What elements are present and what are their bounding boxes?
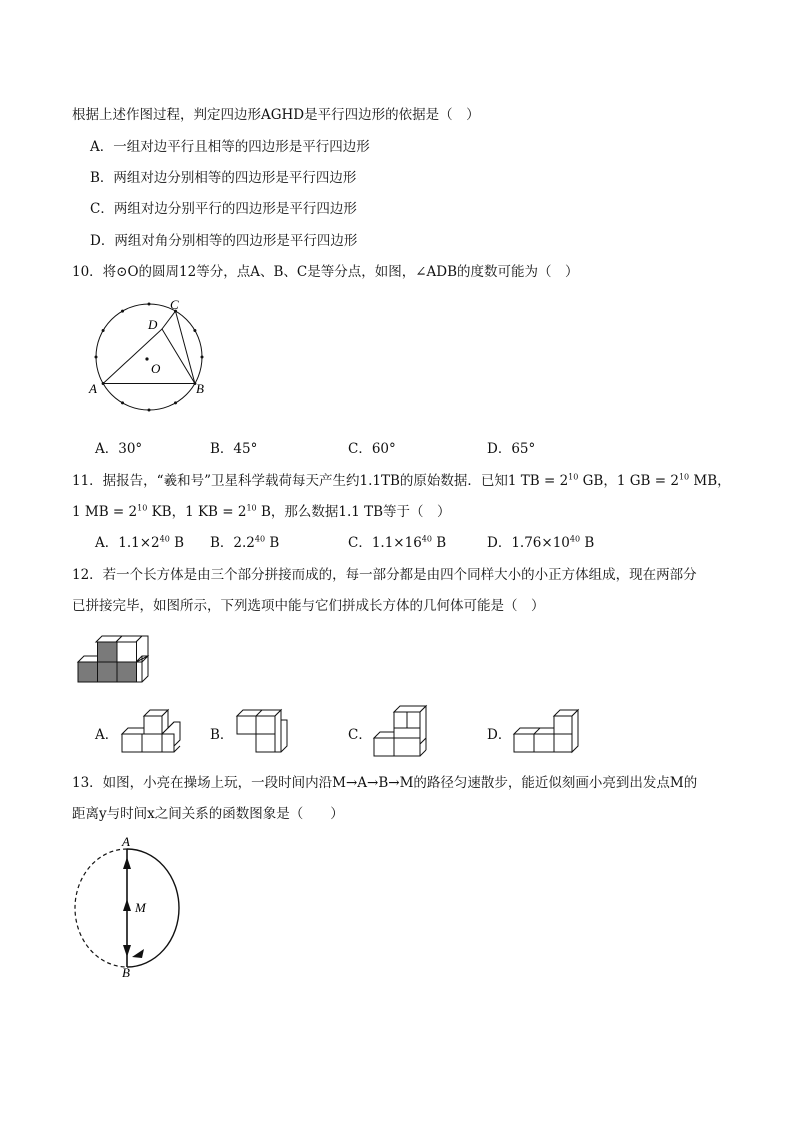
arrow-curve-icon (132, 949, 144, 958)
q12-option-b-figure (235, 706, 295, 756)
q10-option-a: A．30° (95, 441, 143, 457)
q11-option-c: C．$1.1\times 16^{40}$ B (348, 534, 447, 551)
q12-option-d-label: D． (487, 727, 512, 743)
q10-circle-figure (88, 295, 218, 415)
q12-option-c-figure (374, 704, 434, 758)
q12-option-a-label: A． (95, 727, 119, 743)
arrow-down-icon (123, 945, 131, 957)
q9-option-b: B．两组对边分别相等的四边形是平行四边形 (90, 170, 357, 186)
q9-option-d: D．两组对角分别相等的四边形是平行四边形 (90, 233, 358, 249)
q12-option-b-label: B． (210, 727, 234, 743)
q11-option-d: D．$1.76\times 10^{40}$ B (487, 534, 595, 551)
q11-line2: 1 MB = $2^{10}$ KB，1 KB = $2^{10}$ B，那么数据1.1 TB等于（ ） (72, 503, 451, 520)
q12-line1: 12．若一个长方体是由三个部分拼接而成的，每一部分都是由四个同样大小的小正方体组成，现在两部分 (72, 567, 697, 583)
label-a: A (89, 381, 97, 396)
q12-blocks-figure (78, 630, 158, 685)
q12-option-d-figure (514, 706, 584, 756)
label-b: B (122, 965, 130, 980)
q10-option-c: C．60° (348, 441, 396, 457)
label-b: B (196, 381, 204, 396)
q9-stem: 根据上述作图过程，判定四边形AGHD是平行四边形的依据是（ ） (72, 107, 480, 123)
q12-option-a-figure (122, 708, 182, 756)
label-o: O (151, 361, 161, 376)
q10-option-d: D．65° (487, 441, 536, 457)
q12-line2: 已拼接完毕，如图所示，下列选项中能与它们拼成长方体的几何体可能是（ ） (72, 598, 545, 614)
label-d: D (148, 317, 158, 332)
q13-path-figure (70, 834, 190, 980)
label-c: C (170, 297, 179, 312)
arrow-up-icon (123, 857, 131, 869)
q12-option-c-label: C． (348, 727, 372, 743)
q13-line2: 距离y与时间x之间关系的函数图象是（ ） (72, 806, 344, 822)
q11-line1: 11．据报告，“羲和号”卫星科学载荷每天产生约1.1TB的原始数据．已知1 TB = $2^{10}$ GB，1 GB = $2^{10}$ MB， (72, 472, 731, 489)
q9-option-a: A．一组对边平行且相等的四边形是平行四边形 (90, 139, 370, 155)
label-a: A (122, 834, 130, 849)
q10-stem: 10．将⊙O的圆周12等分，点A、B、C是等分点，如图，∠ADB的度数可能为（ ） (72, 264, 579, 280)
label-m: M (135, 900, 146, 915)
q9-option-c: C．两组对边分别平行的四边形是平行四边形 (90, 201, 357, 217)
q10-option-b: B．45° (210, 441, 258, 457)
q11-option-b: B．$2.2^{40}$ B (210, 534, 280, 551)
q13-line1: 13．如图，小亮在操场上玩，一段时间内沿M→A→B→M的路径匀速散步，能近似刻画小亮到出发点M的 (72, 775, 698, 791)
q11-option-a: A．$1.1\times 2^{40}$ B (95, 534, 185, 551)
